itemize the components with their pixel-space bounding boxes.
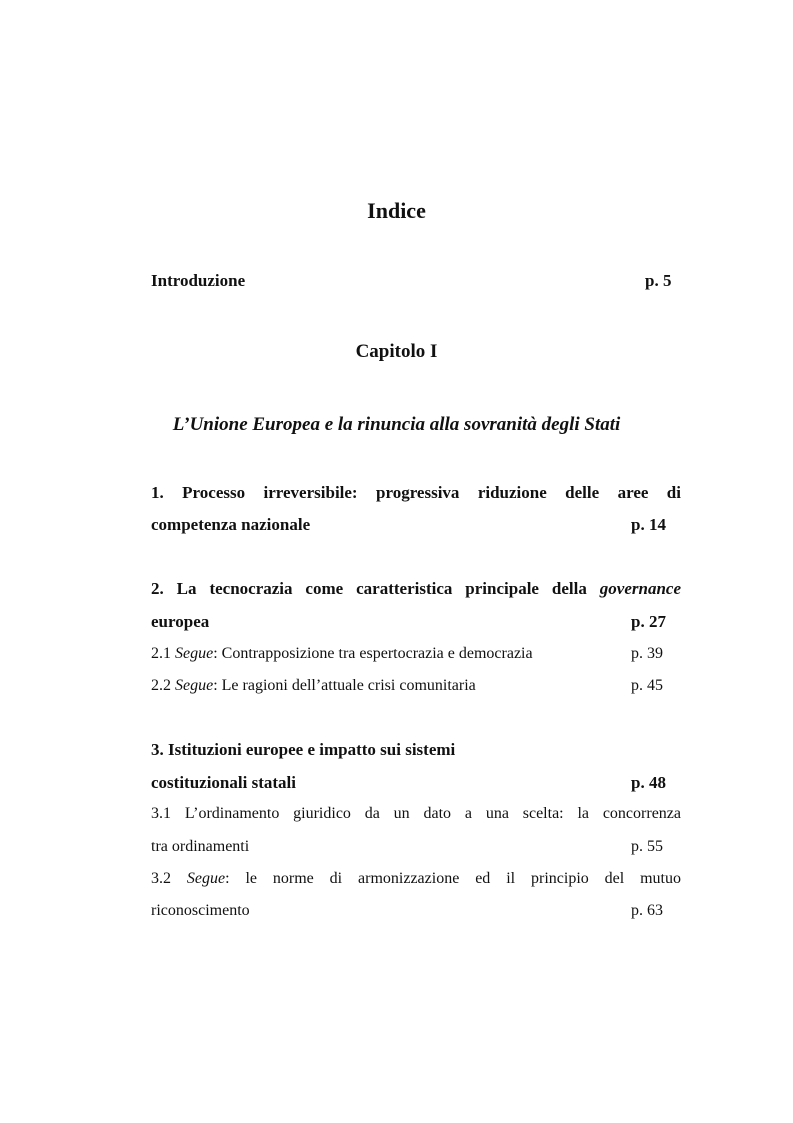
toc-entry-2-1-page: p. 39 [631, 645, 663, 662]
toc-entry-2-2-segue: Segue [175, 677, 214, 694]
toc-entry-1-line1: 1. Processo irreversibile: progressiva riduzione delle aree di [151, 483, 681, 502]
toc-entry-3-1-line1: 3.1 L’ordinamento giuridico da un dato a una scelta: la concorrenza [151, 805, 681, 822]
toc-entry-2-1-rest: : Contrapposizione tra espertocrazia e democrazia [213, 645, 533, 662]
toc-entry-3-1-page: p. 55 [631, 838, 663, 855]
toc-entry-introduzione-page: p. 5 [645, 271, 672, 290]
page-title: Indice [367, 198, 426, 223]
toc-entry-2-2-page: p. 45 [631, 677, 663, 694]
toc-entry-2-line2: europea [151, 612, 210, 631]
toc-entry-3-2-line2: riconoscimento [151, 902, 250, 919]
toc-entry-1-page: p. 14 [631, 515, 666, 534]
toc-entry-2-1-segue: Segue [175, 645, 214, 662]
toc-entry-introduzione-label: Introduzione [151, 271, 246, 290]
toc-entry-3-line2: costituzionali statali [151, 773, 296, 792]
toc-entry-2-2-text [151, 677, 476, 695]
toc-entry-2-2-num: 2.2 [151, 677, 171, 694]
toc-entry-2-line1-text: 2. La tecnocrazia come caratteristica principale della [151, 579, 587, 598]
toc-entry-3-2-segue: Segue [186, 870, 226, 887]
chapter-subtitle: L’Unione Europea e la rinuncia alla sovranità degli Stati [172, 414, 621, 435]
toc-entry-2-page: p. 27 [631, 612, 666, 631]
toc-entry-2-1-num: 2.1 [151, 645, 171, 662]
chapter-heading: Capitolo I [355, 341, 438, 362]
toc-entry-2-1-text [151, 645, 533, 663]
toc-entry-3-2-rest: : le norme di armonizzazione ed il principio del mutuo [225, 870, 682, 887]
toc-entry-2-line1 [151, 579, 681, 599]
toc-entry-3-page: p. 48 [631, 773, 666, 792]
toc-entry-3-line1: 3. Istituzioni europee e impatto sui sistemi [151, 740, 456, 759]
toc-entry-3-2-page: p. 63 [631, 902, 663, 919]
toc-entry-3-1-line2: tra ordinamenti [151, 838, 250, 855]
toc-entry-2-line1-italic: governance [599, 579, 682, 598]
toc-entry-2-2-rest: : Le ragioni dell’attuale crisi comunitaria [213, 677, 476, 694]
toc-entry-1-line2: competenza nazionale [151, 515, 311, 534]
toc-entry-3-2-num: 3.2 [151, 870, 171, 887]
toc-entry-3-2-line1 [151, 870, 681, 888]
